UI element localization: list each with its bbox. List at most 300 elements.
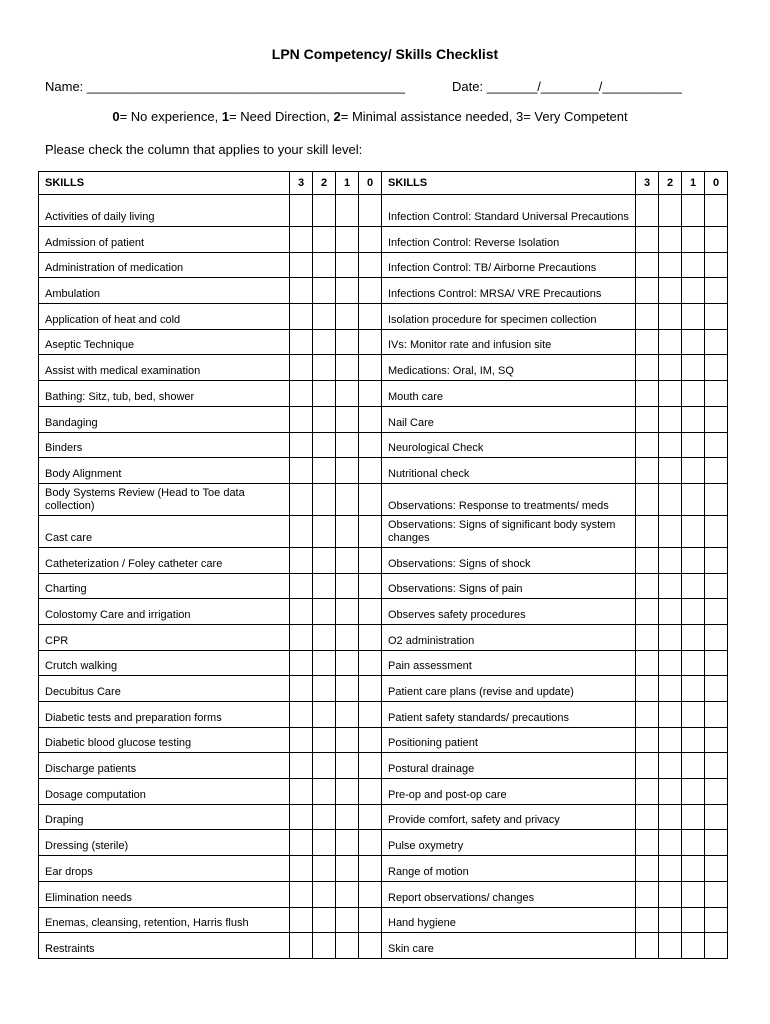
left-checkbox-0[interactable] [359, 804, 382, 830]
left-checkbox-3[interactable] [290, 406, 313, 432]
left-checkbox-3[interactable] [290, 515, 313, 547]
left-checkbox-3[interactable] [290, 676, 313, 702]
table-row [39, 676, 728, 702]
left-checkbox-2[interactable] [313, 753, 336, 779]
right-checkbox-3[interactable] [636, 483, 659, 515]
right-checkbox-3[interactable] [636, 458, 659, 484]
right-checkbox-2[interactable] [659, 933, 682, 959]
right-skill-label: Medications: Oral, IM, SQ [382, 355, 636, 381]
left-checkbox-1[interactable] [336, 432, 359, 458]
left-skill-label: Charting [39, 573, 290, 599]
right-col-2: 2 [659, 172, 682, 195]
left-checkbox-3[interactable] [290, 355, 313, 381]
left-checkbox-0[interactable] [359, 458, 382, 484]
left-skill-label: CPR [39, 624, 290, 650]
right-checkbox-2[interactable] [659, 753, 682, 779]
left-checkbox-2[interactable] [313, 779, 336, 805]
right-checkbox-2[interactable] [659, 804, 682, 830]
left-checkbox-3[interactable] [290, 278, 313, 304]
right-checkbox-1[interactable] [682, 804, 705, 830]
right-checkbox-1[interactable] [682, 676, 705, 702]
left-checkbox-2[interactable] [313, 599, 336, 625]
left-checkbox-0[interactable] [359, 624, 382, 650]
right-checkbox-0[interactable] [705, 573, 728, 599]
right-checkbox-3[interactable] [636, 227, 659, 253]
left-checkbox-3[interactable] [290, 483, 313, 515]
right-checkbox-2[interactable] [659, 624, 682, 650]
right-checkbox-0[interactable] [705, 830, 728, 856]
left-checkbox-3[interactable] [290, 381, 313, 407]
left-checkbox-0[interactable] [359, 856, 382, 882]
table-row [39, 458, 728, 484]
left-checkbox-0[interactable] [359, 599, 382, 625]
right-checkbox-0[interactable] [705, 650, 728, 676]
table-row [39, 727, 728, 753]
legend-0-text: = No experience, [119, 109, 222, 124]
right-checkbox-0[interactable] [705, 329, 728, 355]
left-skill-label: Draping [39, 804, 290, 830]
legend-2-text: = Minimal assistance needed, 3= Very Competent [340, 109, 628, 124]
left-checkbox-1[interactable] [336, 599, 359, 625]
table-row [39, 624, 728, 650]
right-checkbox-1[interactable] [682, 381, 705, 407]
date-field[interactable] [452, 79, 682, 94]
left-checkbox-2[interactable] [313, 933, 336, 959]
right-checkbox-1[interactable] [682, 933, 705, 959]
left-checkbox-1[interactable] [336, 227, 359, 253]
right-skill-label: Postural drainage [382, 753, 636, 779]
left-checkbox-2[interactable] [313, 483, 336, 515]
right-checkbox-0[interactable] [705, 804, 728, 830]
right-checkbox-2[interactable] [659, 856, 682, 882]
left-skill-label: Crutch walking [39, 650, 290, 676]
right-checkbox-0[interactable] [705, 278, 728, 304]
right-checkbox-1[interactable] [682, 830, 705, 856]
right-checkbox-3[interactable] [636, 804, 659, 830]
left-checkbox-0[interactable] [359, 278, 382, 304]
right-skill-label: Patient safety standards/ precautions [382, 702, 636, 728]
left-checkbox-1[interactable] [336, 779, 359, 805]
left-skill-label: Restraints [39, 933, 290, 959]
instructions: Please check the column that applies to your skill level: [45, 142, 363, 157]
left-checkbox-2[interactable] [313, 804, 336, 830]
right-checkbox-2[interactable] [659, 650, 682, 676]
left-skill-label: Cast care [39, 515, 290, 547]
left-checkbox-2[interactable] [313, 355, 336, 381]
left-checkbox-2[interactable] [313, 624, 336, 650]
table-row [39, 381, 728, 407]
date-label: Date: [452, 79, 487, 94]
left-checkbox-3[interactable] [290, 702, 313, 728]
right-skill-label: Infection Control: Standard Universal Precautions [382, 195, 636, 227]
right-checkbox-2[interactable] [659, 907, 682, 933]
right-checkbox-1[interactable] [682, 227, 705, 253]
left-checkbox-1[interactable] [336, 252, 359, 278]
left-checkbox-3[interactable] [290, 227, 313, 253]
right-checkbox-2[interactable] [659, 676, 682, 702]
right-checkbox-1[interactable] [682, 304, 705, 330]
right-checkbox-2[interactable] [659, 483, 682, 515]
left-checkbox-2[interactable] [313, 432, 336, 458]
left-skill-label: Administration of medication [39, 252, 290, 278]
right-checkbox-3[interactable] [636, 702, 659, 728]
left-checkbox-3[interactable] [290, 856, 313, 882]
right-checkbox-1[interactable] [682, 252, 705, 278]
right-checkbox-0[interactable] [705, 195, 728, 227]
left-col-0: 0 [359, 172, 382, 195]
left-checkbox-1[interactable] [336, 907, 359, 933]
right-checkbox-0[interactable] [705, 624, 728, 650]
left-skill-label: Decubitus Care [39, 676, 290, 702]
left-skill-label: Ambulation [39, 278, 290, 304]
left-checkbox-0[interactable] [359, 227, 382, 253]
left-checkbox-1[interactable] [336, 573, 359, 599]
right-checkbox-1[interactable] [682, 406, 705, 432]
left-checkbox-0[interactable] [359, 381, 382, 407]
table-row [39, 227, 728, 253]
right-checkbox-1[interactable] [682, 547, 705, 573]
left-checkbox-0[interactable] [359, 483, 382, 515]
right-checkbox-3[interactable] [636, 599, 659, 625]
right-checkbox-3[interactable] [636, 881, 659, 907]
left-skill-label: Discharge patients [39, 753, 290, 779]
left-checkbox-3[interactable] [290, 907, 313, 933]
left-checkbox-2[interactable] [313, 702, 336, 728]
left-skill-label: Ear drops [39, 856, 290, 882]
skills-table-body [39, 195, 728, 959]
left-skill-label: Body Alignment [39, 458, 290, 484]
left-checkbox-0[interactable] [359, 753, 382, 779]
left-checkbox-3[interactable] [290, 650, 313, 676]
left-checkbox-1[interactable] [336, 856, 359, 882]
left-checkbox-1[interactable] [336, 702, 359, 728]
left-checkbox-2[interactable] [313, 515, 336, 547]
left-skill-label: Admission of patient [39, 227, 290, 253]
right-checkbox-0[interactable] [705, 515, 728, 547]
right-checkbox-0[interactable] [705, 483, 728, 515]
left-skill-label: Bandaging [39, 406, 290, 432]
left-checkbox-0[interactable] [359, 650, 382, 676]
left-checkbox-2[interactable] [313, 727, 336, 753]
right-checkbox-1[interactable] [682, 195, 705, 227]
table-row [39, 599, 728, 625]
left-checkbox-0[interactable] [359, 304, 382, 330]
right-checkbox-1[interactable] [682, 573, 705, 599]
right-checkbox-3[interactable] [636, 727, 659, 753]
left-checkbox-0[interactable] [359, 432, 382, 458]
left-checkbox-1[interactable] [336, 830, 359, 856]
left-checkbox-1[interactable] [336, 676, 359, 702]
left-checkbox-3[interactable] [290, 753, 313, 779]
right-skill-label: Isolation procedure for specimen collection [382, 304, 636, 330]
left-checkbox-1[interactable] [336, 329, 359, 355]
legend-0: 0 [112, 109, 120, 124]
left-checkbox-0[interactable] [359, 933, 382, 959]
right-checkbox-2[interactable] [659, 573, 682, 599]
right-checkbox-2[interactable] [659, 830, 682, 856]
table-row [39, 753, 728, 779]
right-checkbox-3[interactable] [636, 406, 659, 432]
left-checkbox-1[interactable] [336, 933, 359, 959]
right-checkbox-1[interactable] [682, 278, 705, 304]
left-checkbox-1[interactable] [336, 406, 359, 432]
right-checkbox-2[interactable] [659, 406, 682, 432]
left-checkbox-0[interactable] [359, 676, 382, 702]
right-checkbox-2[interactable] [659, 702, 682, 728]
right-checkbox-3[interactable] [636, 252, 659, 278]
left-checkbox-1[interactable] [336, 483, 359, 515]
left-checkbox-3[interactable] [290, 458, 313, 484]
right-skill-label: Nail Care [382, 406, 636, 432]
right-checkbox-0[interactable] [705, 355, 728, 381]
left-checkbox-3[interactable] [290, 573, 313, 599]
left-checkbox-0[interactable] [359, 779, 382, 805]
right-checkbox-2[interactable] [659, 547, 682, 573]
left-checkbox-2[interactable] [313, 227, 336, 253]
right-checkbox-3[interactable] [636, 547, 659, 573]
date-blank[interactable]: _______/________/___________ [486, 79, 682, 94]
left-checkbox-0[interactable] [359, 702, 382, 728]
right-col-3: 3 [636, 172, 659, 195]
left-checkbox-1[interactable] [336, 753, 359, 779]
left-checkbox-3[interactable] [290, 624, 313, 650]
left-checkbox-2[interactable] [313, 676, 336, 702]
left-checkbox-0[interactable] [359, 406, 382, 432]
left-checkbox-0[interactable] [359, 252, 382, 278]
left-checkbox-3[interactable] [290, 599, 313, 625]
right-checkbox-2[interactable] [659, 458, 682, 484]
right-checkbox-1[interactable] [682, 881, 705, 907]
left-checkbox-0[interactable] [359, 573, 382, 599]
left-skills-header: SKILLS [39, 172, 290, 195]
left-checkbox-2[interactable] [313, 830, 336, 856]
right-checkbox-3[interactable] [636, 779, 659, 805]
left-checkbox-0[interactable] [359, 907, 382, 933]
right-checkbox-3[interactable] [636, 278, 659, 304]
left-skill-label: Catheterization / Foley catheter care [39, 547, 290, 573]
right-checkbox-2[interactable] [659, 727, 682, 753]
right-checkbox-3[interactable] [636, 676, 659, 702]
right-checkbox-3[interactable] [636, 195, 659, 227]
right-checkbox-1[interactable] [682, 329, 705, 355]
right-checkbox-0[interactable] [705, 753, 728, 779]
left-checkbox-2[interactable] [313, 881, 336, 907]
right-checkbox-1[interactable] [682, 753, 705, 779]
left-checkbox-0[interactable] [359, 195, 382, 227]
right-checkbox-0[interactable] [705, 599, 728, 625]
right-skill-label: O2 administration [382, 624, 636, 650]
right-checkbox-0[interactable] [705, 933, 728, 959]
left-skill-label: Bathing: Sitz, tub, bed, shower [39, 381, 290, 407]
right-checkbox-1[interactable] [682, 599, 705, 625]
right-checkbox-0[interactable] [705, 227, 728, 253]
table-row [39, 304, 728, 330]
right-checkbox-2[interactable] [659, 881, 682, 907]
right-checkbox-1[interactable] [682, 907, 705, 933]
right-checkbox-1[interactable] [682, 702, 705, 728]
left-checkbox-3[interactable] [290, 881, 313, 907]
left-col-2: 2 [313, 172, 336, 195]
right-checkbox-2[interactable] [659, 329, 682, 355]
left-checkbox-1[interactable] [336, 881, 359, 907]
right-checkbox-1[interactable] [682, 624, 705, 650]
left-checkbox-3[interactable] [290, 432, 313, 458]
left-checkbox-0[interactable] [359, 727, 382, 753]
left-checkbox-1[interactable] [336, 650, 359, 676]
right-checkbox-2[interactable] [659, 195, 682, 227]
table-row [39, 907, 728, 933]
left-checkbox-1[interactable] [336, 355, 359, 381]
left-checkbox-0[interactable] [359, 547, 382, 573]
left-checkbox-3[interactable] [290, 727, 313, 753]
right-checkbox-0[interactable] [705, 406, 728, 432]
name-field[interactable] [45, 79, 405, 94]
right-checkbox-2[interactable] [659, 252, 682, 278]
left-checkbox-1[interactable] [336, 515, 359, 547]
left-checkbox-3[interactable] [290, 547, 313, 573]
right-checkbox-2[interactable] [659, 515, 682, 547]
left-checkbox-1[interactable] [336, 458, 359, 484]
right-checkbox-3[interactable] [636, 830, 659, 856]
left-checkbox-2[interactable] [313, 547, 336, 573]
left-checkbox-2[interactable] [313, 329, 336, 355]
left-checkbox-0[interactable] [359, 515, 382, 547]
left-checkbox-2[interactable] [313, 458, 336, 484]
right-checkbox-3[interactable] [636, 650, 659, 676]
right-skill-label: Hand hygiene [382, 907, 636, 933]
right-skill-label: Range of motion [382, 856, 636, 882]
right-checkbox-3[interactable] [636, 907, 659, 933]
right-checkbox-2[interactable] [659, 227, 682, 253]
right-checkbox-2[interactable] [659, 304, 682, 330]
right-checkbox-3[interactable] [636, 933, 659, 959]
right-checkbox-2[interactable] [659, 355, 682, 381]
left-skill-label: Colostomy Care and irrigation [39, 599, 290, 625]
right-skill-label: Positioning patient [382, 727, 636, 753]
right-checkbox-0[interactable] [705, 432, 728, 458]
right-checkbox-1[interactable] [682, 483, 705, 515]
right-checkbox-3[interactable] [636, 753, 659, 779]
left-checkbox-3[interactable] [290, 329, 313, 355]
right-checkbox-1[interactable] [682, 727, 705, 753]
right-checkbox-0[interactable] [705, 547, 728, 573]
right-checkbox-0[interactable] [705, 881, 728, 907]
right-checkbox-2[interactable] [659, 381, 682, 407]
right-skill-label: Observations: Response to treatments/ meds [382, 483, 636, 515]
table-row [39, 881, 728, 907]
legend-1-text: = Need Direction, [229, 109, 334, 124]
name-blank[interactable]: ____________________________________________ [86, 79, 406, 94]
left-checkbox-3[interactable] [290, 830, 313, 856]
left-checkbox-3[interactable] [290, 304, 313, 330]
right-checkbox-1[interactable] [682, 432, 705, 458]
left-checkbox-3[interactable] [290, 779, 313, 805]
left-checkbox-1[interactable] [336, 727, 359, 753]
left-checkbox-2[interactable] [313, 406, 336, 432]
left-checkbox-2[interactable] [313, 304, 336, 330]
right-checkbox-3[interactable] [636, 381, 659, 407]
left-checkbox-1[interactable] [336, 304, 359, 330]
left-checkbox-0[interactable] [359, 329, 382, 355]
right-checkbox-2[interactable] [659, 779, 682, 805]
table-row [39, 856, 728, 882]
table-row [39, 650, 728, 676]
right-checkbox-0[interactable] [705, 727, 728, 753]
left-skill-label: Enemas, cleansing, retention, Harris flush [39, 907, 290, 933]
right-checkbox-0[interactable] [705, 856, 728, 882]
skills-checklist-table [38, 171, 728, 959]
right-checkbox-1[interactable] [682, 856, 705, 882]
left-checkbox-0[interactable] [359, 881, 382, 907]
right-checkbox-0[interactable] [705, 304, 728, 330]
right-checkbox-0[interactable] [705, 779, 728, 805]
left-checkbox-2[interactable] [313, 907, 336, 933]
right-checkbox-2[interactable] [659, 432, 682, 458]
left-checkbox-3[interactable] [290, 252, 313, 278]
right-skill-label: Pulse oxymetry [382, 830, 636, 856]
left-checkbox-2[interactable] [313, 650, 336, 676]
left-checkbox-1[interactable] [336, 547, 359, 573]
table-row [39, 483, 728, 515]
left-checkbox-1[interactable] [336, 195, 359, 227]
right-skill-label: Observations: Signs of pain [382, 573, 636, 599]
left-skill-label: Diabetic blood glucose testing [39, 727, 290, 753]
right-checkbox-3[interactable] [636, 355, 659, 381]
left-skill-label: Dressing (sterile) [39, 830, 290, 856]
left-checkbox-3[interactable] [290, 933, 313, 959]
left-checkbox-3[interactable] [290, 195, 313, 227]
left-skill-label: Application of heat and cold [39, 304, 290, 330]
left-checkbox-2[interactable] [313, 252, 336, 278]
left-checkbox-2[interactable] [313, 573, 336, 599]
right-checkbox-3[interactable] [636, 329, 659, 355]
left-checkbox-1[interactable] [336, 278, 359, 304]
right-checkbox-3[interactable] [636, 624, 659, 650]
right-checkbox-1[interactable] [682, 355, 705, 381]
left-checkbox-1[interactable] [336, 624, 359, 650]
right-checkbox-1[interactable] [682, 779, 705, 805]
right-checkbox-0[interactable] [705, 252, 728, 278]
right-checkbox-2[interactable] [659, 278, 682, 304]
left-checkbox-1[interactable] [336, 381, 359, 407]
right-skill-label: Infection Control: Reverse Isolation [382, 227, 636, 253]
right-checkbox-0[interactable] [705, 702, 728, 728]
left-checkbox-3[interactable] [290, 804, 313, 830]
left-checkbox-0[interactable] [359, 830, 382, 856]
right-checkbox-3[interactable] [636, 573, 659, 599]
right-checkbox-3[interactable] [636, 515, 659, 547]
right-checkbox-0[interactable] [705, 676, 728, 702]
right-checkbox-1[interactable] [682, 458, 705, 484]
left-checkbox-2[interactable] [313, 195, 336, 227]
right-skill-label: Observes safety procedures [382, 599, 636, 625]
right-skills-header: SKILLS [382, 172, 636, 195]
left-checkbox-2[interactable] [313, 381, 336, 407]
right-checkbox-1[interactable] [682, 650, 705, 676]
right-checkbox-2[interactable] [659, 599, 682, 625]
left-checkbox-2[interactable] [313, 856, 336, 882]
left-checkbox-1[interactable] [336, 804, 359, 830]
right-checkbox-0[interactable] [705, 381, 728, 407]
right-checkbox-3[interactable] [636, 304, 659, 330]
left-checkbox-2[interactable] [313, 278, 336, 304]
right-checkbox-0[interactable] [705, 458, 728, 484]
right-checkbox-0[interactable] [705, 907, 728, 933]
right-checkbox-3[interactable] [636, 432, 659, 458]
left-checkbox-0[interactable] [359, 355, 382, 381]
right-checkbox-1[interactable] [682, 515, 705, 547]
right-checkbox-3[interactable] [636, 856, 659, 882]
